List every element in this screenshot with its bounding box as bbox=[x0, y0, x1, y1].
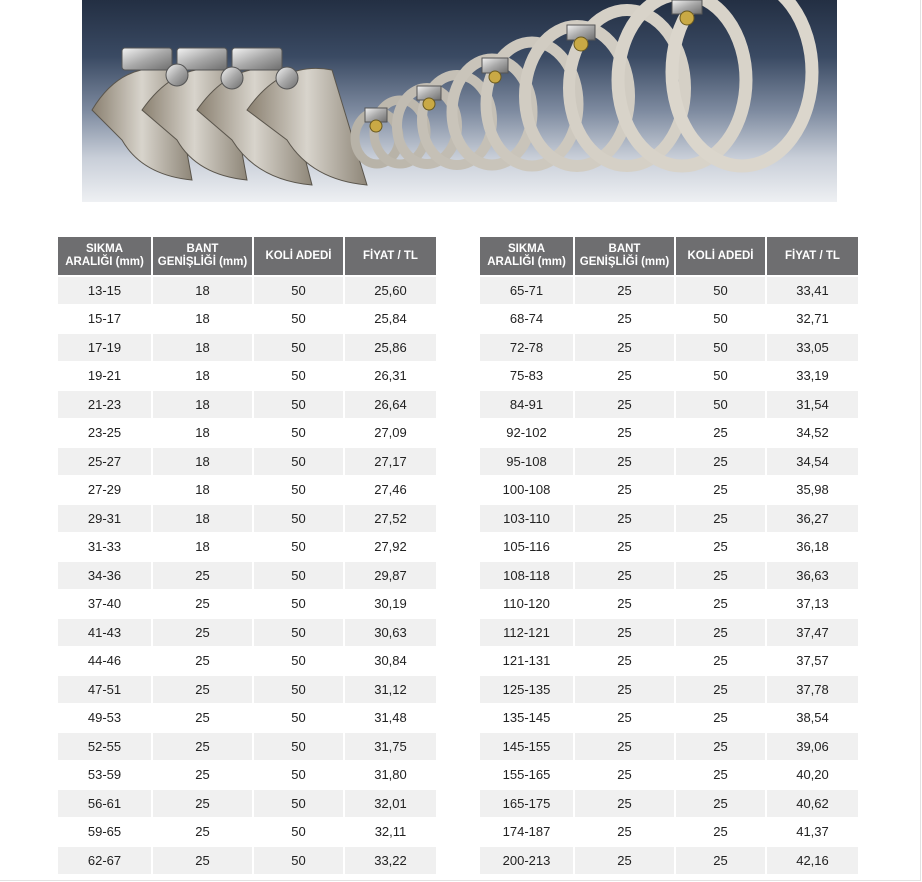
cell-band-width: 25 bbox=[575, 589, 676, 618]
cell-price: 34,54 bbox=[767, 446, 858, 475]
table-row bbox=[58, 304, 436, 333]
cell-band-width: 25 bbox=[575, 845, 676, 874]
cell-box-quantity: 50 bbox=[254, 817, 345, 846]
table-row bbox=[58, 475, 436, 504]
cell-price: 33,05 bbox=[767, 332, 858, 361]
cell-clamp-range: 121-131 bbox=[480, 646, 575, 675]
cell-box-quantity: 25 bbox=[676, 418, 767, 447]
table-row bbox=[58, 532, 436, 561]
cell-band-width: 25 bbox=[575, 817, 676, 846]
table-row bbox=[480, 760, 858, 789]
cell-box-quantity: 25 bbox=[676, 617, 767, 646]
cell-band-width: 18 bbox=[153, 418, 254, 447]
cell-price: 29,87 bbox=[345, 560, 436, 589]
cell-box-quantity: 50 bbox=[676, 304, 767, 333]
cell-band-width: 25 bbox=[153, 731, 254, 760]
cell-band-width: 18 bbox=[153, 275, 254, 304]
cell-clamp-range: 84-91 bbox=[480, 389, 575, 418]
cell-band-width: 25 bbox=[153, 788, 254, 817]
cell-band-width: 25 bbox=[575, 389, 676, 418]
cell-band-width: 25 bbox=[153, 703, 254, 732]
cell-clamp-range: 65-71 bbox=[480, 275, 575, 304]
cell-clamp-range: 145-155 bbox=[480, 731, 575, 760]
cell-box-quantity: 25 bbox=[676, 674, 767, 703]
cell-clamp-range: 68-74 bbox=[480, 304, 575, 333]
cell-box-quantity: 25 bbox=[676, 788, 767, 817]
cell-box-quantity: 50 bbox=[254, 589, 345, 618]
cell-band-width: 25 bbox=[153, 646, 254, 675]
cell-clamp-range: 105-116 bbox=[480, 532, 575, 561]
cell-clamp-range: 135-145 bbox=[480, 703, 575, 732]
cell-clamp-range: 103-110 bbox=[480, 503, 575, 532]
cell-box-quantity: 50 bbox=[254, 703, 345, 732]
header-text: ARALIĞI (mm) bbox=[487, 256, 566, 268]
cell-band-width: 25 bbox=[575, 532, 676, 561]
cell-price: 31,48 bbox=[345, 703, 436, 732]
cell-price: 36,27 bbox=[767, 503, 858, 532]
cell-clamp-range: 27-29 bbox=[58, 475, 153, 504]
cell-price: 39,06 bbox=[767, 731, 858, 760]
header-text: GENİŞLİĞİ (mm) bbox=[579, 256, 670, 268]
cell-box-quantity: 50 bbox=[254, 731, 345, 760]
cell-clamp-range: 44-46 bbox=[58, 646, 153, 675]
cell-box-quantity: 25 bbox=[676, 446, 767, 475]
header-price: FİYAT / TL bbox=[345, 237, 436, 275]
cell-box-quantity: 25 bbox=[676, 817, 767, 846]
cell-price: 31,54 bbox=[767, 389, 858, 418]
cell-clamp-range: 41-43 bbox=[58, 617, 153, 646]
cell-clamp-range: 37-40 bbox=[58, 589, 153, 618]
cell-price: 40,62 bbox=[767, 788, 858, 817]
cell-box-quantity: 50 bbox=[254, 361, 345, 390]
cell-band-width: 25 bbox=[153, 674, 254, 703]
cell-price: 30,19 bbox=[345, 589, 436, 618]
table-row bbox=[58, 845, 436, 874]
cell-box-quantity: 50 bbox=[254, 788, 345, 817]
cell-price: 33,22 bbox=[345, 845, 436, 874]
cell-clamp-range: 75-83 bbox=[480, 361, 575, 390]
table-row bbox=[480, 418, 858, 447]
cell-band-width: 18 bbox=[153, 532, 254, 561]
table-row bbox=[480, 646, 858, 675]
clamp-segment-group bbox=[92, 48, 367, 185]
cell-box-quantity: 50 bbox=[254, 617, 345, 646]
cell-price: 31,80 bbox=[345, 760, 436, 789]
table-row bbox=[480, 731, 858, 760]
cell-box-quantity: 50 bbox=[676, 275, 767, 304]
cell-price: 37,78 bbox=[767, 674, 858, 703]
cell-box-quantity: 50 bbox=[254, 475, 345, 504]
cell-box-quantity: 50 bbox=[254, 304, 345, 333]
cell-box-quantity: 25 bbox=[676, 760, 767, 789]
cell-clamp-range: 15-17 bbox=[58, 304, 153, 333]
cell-price: 27,92 bbox=[345, 532, 436, 561]
table-row bbox=[58, 503, 436, 532]
table-row bbox=[58, 788, 436, 817]
table-body bbox=[480, 275, 858, 874]
cell-price: 27,46 bbox=[345, 475, 436, 504]
cell-clamp-range: 62-67 bbox=[58, 845, 153, 874]
cell-clamp-range: 72-78 bbox=[480, 332, 575, 361]
cell-box-quantity: 50 bbox=[676, 361, 767, 390]
table-row bbox=[58, 589, 436, 618]
cell-band-width: 25 bbox=[575, 418, 676, 447]
cell-band-width: 25 bbox=[575, 304, 676, 333]
table-row bbox=[480, 361, 858, 390]
table-row bbox=[58, 446, 436, 475]
cell-price: 41,37 bbox=[767, 817, 858, 846]
cell-band-width: 25 bbox=[575, 503, 676, 532]
cell-band-width: 25 bbox=[575, 475, 676, 504]
cell-band-width: 18 bbox=[153, 361, 254, 390]
table-row bbox=[480, 817, 858, 846]
header-band-width bbox=[575, 237, 676, 275]
cell-clamp-range: 34-36 bbox=[58, 560, 153, 589]
table-row bbox=[480, 532, 858, 561]
cell-band-width: 18 bbox=[153, 475, 254, 504]
cell-box-quantity: 25 bbox=[676, 646, 767, 675]
cell-price: 37,57 bbox=[767, 646, 858, 675]
cell-price: 37,47 bbox=[767, 617, 858, 646]
clamp-rings-group bbox=[355, 0, 812, 166]
table-row bbox=[58, 731, 436, 760]
cell-clamp-range: 49-53 bbox=[58, 703, 153, 732]
cell-clamp-range: 125-135 bbox=[480, 674, 575, 703]
price-table-left bbox=[58, 237, 436, 874]
cell-price: 25,60 bbox=[345, 275, 436, 304]
cell-box-quantity: 50 bbox=[254, 332, 345, 361]
header-text: SIKMA bbox=[85, 243, 124, 255]
cell-box-quantity: 50 bbox=[676, 389, 767, 418]
cell-clamp-range: 23-25 bbox=[58, 418, 153, 447]
cell-clamp-range: 200-213 bbox=[480, 845, 575, 874]
header-text: BANT bbox=[608, 243, 641, 255]
table-row bbox=[480, 703, 858, 732]
cell-clamp-range: 19-21 bbox=[58, 361, 153, 390]
cell-band-width: 25 bbox=[575, 646, 676, 675]
cell-clamp-range: 174-187 bbox=[480, 817, 575, 846]
header-text: SIKMA bbox=[507, 243, 546, 255]
cell-clamp-range: 100-108 bbox=[480, 475, 575, 504]
cell-box-quantity: 25 bbox=[676, 503, 767, 532]
cell-box-quantity: 50 bbox=[254, 275, 345, 304]
cell-price: 36,63 bbox=[767, 560, 858, 589]
table-row bbox=[480, 788, 858, 817]
cell-band-width: 25 bbox=[575, 760, 676, 789]
product-banner-image bbox=[82, 0, 837, 202]
cell-box-quantity: 25 bbox=[676, 589, 767, 618]
table-row bbox=[480, 674, 858, 703]
cell-clamp-range: 52-55 bbox=[58, 731, 153, 760]
cell-price: 26,31 bbox=[345, 361, 436, 390]
cell-clamp-range: 25-27 bbox=[58, 446, 153, 475]
table-row bbox=[480, 446, 858, 475]
cell-clamp-range: 92-102 bbox=[480, 418, 575, 447]
cell-price: 33,41 bbox=[767, 275, 858, 304]
cell-band-width: 25 bbox=[575, 275, 676, 304]
cell-box-quantity: 25 bbox=[676, 845, 767, 874]
cell-band-width: 25 bbox=[575, 446, 676, 475]
cell-clamp-range: 29-31 bbox=[58, 503, 153, 532]
header-clamp-range bbox=[480, 237, 575, 275]
cell-band-width: 18 bbox=[153, 332, 254, 361]
table-row bbox=[58, 817, 436, 846]
cell-price: 37,13 bbox=[767, 589, 858, 618]
header-price: FİYAT / TL bbox=[767, 237, 858, 275]
cell-box-quantity: 50 bbox=[254, 503, 345, 532]
cell-price: 32,01 bbox=[345, 788, 436, 817]
header-text: GENİŞLİĞİ (mm) bbox=[157, 256, 248, 268]
cell-box-quantity: 50 bbox=[254, 646, 345, 675]
cell-band-width: 25 bbox=[153, 817, 254, 846]
cell-price: 27,17 bbox=[345, 446, 436, 475]
cell-price: 33,19 bbox=[767, 361, 858, 390]
table-row bbox=[58, 389, 436, 418]
cell-box-quantity: 25 bbox=[676, 532, 767, 561]
table-row bbox=[480, 503, 858, 532]
cell-clamp-range: 165-175 bbox=[480, 788, 575, 817]
cell-band-width: 25 bbox=[575, 788, 676, 817]
cell-clamp-range: 110-120 bbox=[480, 589, 575, 618]
cell-box-quantity: 25 bbox=[676, 731, 767, 760]
cell-band-width: 25 bbox=[575, 703, 676, 732]
table-header-row bbox=[58, 237, 436, 275]
cell-band-width: 25 bbox=[575, 674, 676, 703]
table-row bbox=[480, 617, 858, 646]
cell-band-width: 18 bbox=[153, 503, 254, 532]
table-row bbox=[480, 275, 858, 304]
table-row bbox=[480, 332, 858, 361]
table-row bbox=[58, 332, 436, 361]
table-row bbox=[58, 361, 436, 390]
cell-price: 38,54 bbox=[767, 703, 858, 732]
cell-clamp-range: 108-118 bbox=[480, 560, 575, 589]
cell-clamp-range: 53-59 bbox=[58, 760, 153, 789]
table-row bbox=[480, 845, 858, 874]
header-band-width bbox=[153, 237, 254, 275]
cell-clamp-range: 59-65 bbox=[58, 817, 153, 846]
table-row bbox=[58, 703, 436, 732]
cell-box-quantity: 50 bbox=[676, 332, 767, 361]
table-row bbox=[58, 560, 436, 589]
cell-box-quantity: 50 bbox=[254, 760, 345, 789]
cell-clamp-range: 13-15 bbox=[58, 275, 153, 304]
hose-clamps-illustration bbox=[82, 0, 837, 202]
cell-price: 25,86 bbox=[345, 332, 436, 361]
table-row bbox=[58, 617, 436, 646]
cell-band-width: 18 bbox=[153, 304, 254, 333]
cell-price: 31,12 bbox=[345, 674, 436, 703]
table-row bbox=[480, 389, 858, 418]
header-box-quantity: KOLİ ADEDİ bbox=[676, 237, 767, 275]
header-text: BANT bbox=[186, 243, 219, 255]
cell-clamp-range: 112-121 bbox=[480, 617, 575, 646]
cell-clamp-range: 17-19 bbox=[58, 332, 153, 361]
cell-clamp-range: 155-165 bbox=[480, 760, 575, 789]
cell-band-width: 25 bbox=[153, 760, 254, 789]
cell-box-quantity: 25 bbox=[676, 475, 767, 504]
cell-price: 42,16 bbox=[767, 845, 858, 874]
cell-price: 35,98 bbox=[767, 475, 858, 504]
table-row bbox=[480, 475, 858, 504]
cell-price: 27,09 bbox=[345, 418, 436, 447]
cell-price: 30,84 bbox=[345, 646, 436, 675]
cell-band-width: 25 bbox=[153, 589, 254, 618]
cell-band-width: 18 bbox=[153, 446, 254, 475]
cell-box-quantity: 50 bbox=[254, 845, 345, 874]
cell-clamp-range: 21-23 bbox=[58, 389, 153, 418]
cell-box-quantity: 25 bbox=[676, 560, 767, 589]
table-row bbox=[58, 418, 436, 447]
cell-band-width: 25 bbox=[153, 560, 254, 589]
table-row bbox=[58, 646, 436, 675]
cell-price: 32,71 bbox=[767, 304, 858, 333]
cell-box-quantity: 50 bbox=[254, 532, 345, 561]
cell-price: 30,63 bbox=[345, 617, 436, 646]
cell-box-quantity: 25 bbox=[676, 703, 767, 732]
cell-band-width: 25 bbox=[575, 731, 676, 760]
cell-box-quantity: 50 bbox=[254, 446, 345, 475]
table-row bbox=[480, 589, 858, 618]
cell-box-quantity: 50 bbox=[254, 418, 345, 447]
cell-box-quantity: 50 bbox=[254, 674, 345, 703]
cell-price: 40,20 bbox=[767, 760, 858, 789]
table-body bbox=[58, 275, 436, 874]
table-row bbox=[480, 560, 858, 589]
cell-clamp-range: 56-61 bbox=[58, 788, 153, 817]
cell-box-quantity: 50 bbox=[254, 389, 345, 418]
price-table-right bbox=[480, 237, 858, 874]
cell-price: 31,75 bbox=[345, 731, 436, 760]
table-row bbox=[58, 760, 436, 789]
cell-band-width: 25 bbox=[575, 361, 676, 390]
cell-band-width: 25 bbox=[575, 332, 676, 361]
table-row bbox=[58, 674, 436, 703]
cell-band-width: 25 bbox=[575, 617, 676, 646]
cell-clamp-range: 47-51 bbox=[58, 674, 153, 703]
table-row bbox=[58, 275, 436, 304]
table-header-row bbox=[480, 237, 858, 275]
cell-price: 26,64 bbox=[345, 389, 436, 418]
cell-price: 32,11 bbox=[345, 817, 436, 846]
header-clamp-range bbox=[58, 237, 153, 275]
table-row bbox=[480, 304, 858, 333]
cell-band-width: 25 bbox=[153, 617, 254, 646]
cell-price: 25,84 bbox=[345, 304, 436, 333]
cell-price: 34,52 bbox=[767, 418, 858, 447]
cell-price: 27,52 bbox=[345, 503, 436, 532]
cell-clamp-range: 95-108 bbox=[480, 446, 575, 475]
cell-clamp-range: 31-33 bbox=[58, 532, 153, 561]
cell-price: 36,18 bbox=[767, 532, 858, 561]
header-box-quantity: KOLİ ADEDİ bbox=[254, 237, 345, 275]
cell-band-width: 18 bbox=[153, 389, 254, 418]
cell-band-width: 25 bbox=[575, 560, 676, 589]
header-text: ARALIĞI (mm) bbox=[65, 256, 144, 268]
cell-band-width: 25 bbox=[153, 845, 254, 874]
cell-box-quantity: 50 bbox=[254, 560, 345, 589]
